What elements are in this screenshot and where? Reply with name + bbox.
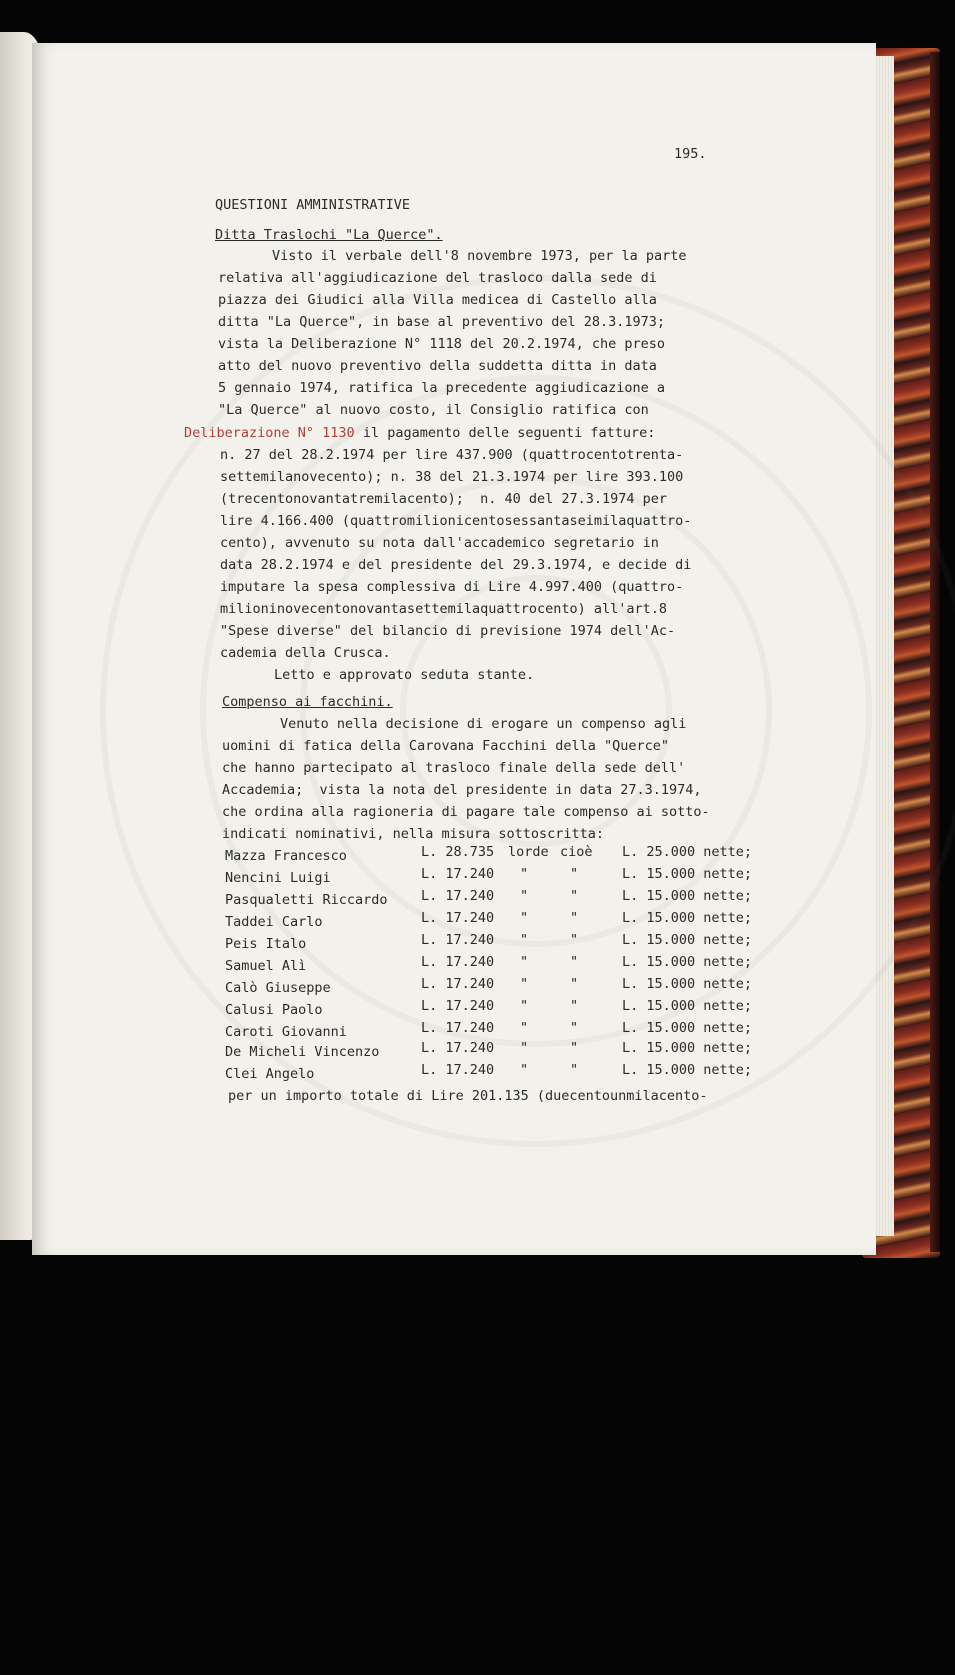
payee-name: De Micheli Vincenzo — [225, 1044, 380, 1060]
payee-ditto-1: " — [520, 888, 529, 904]
payee-net: L. 15.000 nette; — [622, 1020, 753, 1036]
payee-ditto-1: lorde — [508, 844, 549, 860]
paragraph-line: cademia della Crusca. — [220, 645, 391, 661]
paragraph-line: vista la Deliberazione N° 1118 del 20.2.1974, che preso — [218, 336, 666, 352]
payee-ditto-1: " — [520, 866, 529, 882]
paragraph-line: Venuto nella decisione di erogare un compenso agli — [280, 716, 687, 732]
payee-gross: L. 17.240 — [421, 932, 495, 948]
deliberation-rest: il pagamento delle seguenti fatture: — [354, 425, 656, 441]
payee-net: L. 15.000 nette; — [622, 954, 753, 970]
total-line: per un importo totale di Lire 201.135 (duecentounmilacento- — [228, 1088, 708, 1104]
payee-gross: L. 17.240 — [421, 1020, 495, 1036]
payee-name: Calò Giuseppe — [225, 980, 331, 996]
approval-line: Letto e approvato seduta stante. — [274, 667, 535, 683]
payee-gross: L. 17.240 — [421, 866, 495, 882]
payee-ditto-2: " — [570, 1062, 579, 1078]
paragraph-line: (trecentonovantatremilacento); n. 40 del 27.3.1974 per — [220, 491, 668, 507]
paragraph-line: Visto il verbale dell'8 novembre 1973, per la parte — [272, 248, 687, 264]
paragraph-line: atto del nuovo preventivo della suddetta ditta in data — [218, 358, 657, 374]
typed-text-block — [32, 43, 876, 1255]
paragraph-line: indicati nominativi, nella misura sottoscritta: — [222, 826, 605, 842]
paragraph-line: "La Querce" al nuovo costo, il Consiglio ratifica con — [218, 402, 649, 418]
payee-net: L. 15.000 nette; — [622, 1040, 753, 1056]
payee-net: L. 15.000 nette; — [622, 998, 753, 1014]
payee-ditto-1: " — [520, 954, 529, 970]
page-heading: QUESTIONI AMMINISTRATIVE — [215, 197, 411, 213]
payee-net: L. 25.000 nette; — [622, 844, 753, 860]
payee-name: Peis Italo — [225, 936, 307, 952]
payee-name: Mazza Francesco — [225, 848, 347, 864]
paragraph-line: settemilanovecento); n. 38 del 21.3.1974 per lire 393.100 — [220, 469, 684, 485]
deliberation-number: Deliberazione N° 1130 — [184, 425, 355, 441]
payee-ditto-2: " — [570, 932, 579, 948]
document-page — [32, 43, 876, 1255]
payee-name: Taddei Carlo — [225, 914, 323, 930]
paragraph-line: piazza dei Giudici alla Villa medicea di Castello alla — [218, 292, 657, 308]
paragraph-line: cento), avvenuto su nota dall'accademico segretario in — [220, 535, 659, 551]
paragraph-line: ditta "La Querce", in base al preventivo del 28.3.1973; — [218, 314, 666, 330]
paragraph-line: relativa all'aggiudicazione del trasloco dalla sede di — [218, 270, 657, 286]
payee-ditto-1: " — [520, 976, 529, 992]
payee-gross: L. 17.240 — [421, 954, 495, 970]
payee-ditto-2: " — [570, 1040, 579, 1056]
paragraph-line: uomini di fatica della Carovana Facchini della "Querce" — [222, 738, 670, 754]
payee-name: Pasqualetti Riccardo — [225, 892, 388, 908]
payee-ditto-2: " — [570, 888, 579, 904]
paragraph-line: data 28.2.1974 e del presidente del 29.3.1974, e decide di — [220, 557, 692, 573]
payee-gross: L. 17.240 — [421, 1062, 495, 1078]
payee-net: L. 15.000 nette; — [622, 1062, 753, 1078]
payee-ditto-2: " — [570, 866, 579, 882]
payee-gross: L. 28.735 — [421, 844, 495, 860]
paragraph-line: che hanno partecipato al trasloco finale della sede dell' — [222, 760, 686, 776]
payee-name: Nencini Luigi — [225, 870, 331, 886]
payee-ditto-1: " — [520, 1062, 529, 1078]
payee-name: Calusi Paolo — [225, 1002, 323, 1018]
paragraph-line: imputare la spesa complessiva di Lire 4.997.400 (quattro- — [220, 579, 684, 595]
paragraph-line: "Spese diverse" del bilancio di previsione 1974 dell'Ac- — [220, 623, 676, 639]
payee-ditto-2: " — [570, 976, 579, 992]
payee-name: Caroti Giovanni — [225, 1024, 347, 1040]
deliberation-line — [184, 424, 655, 442]
paragraph-line: Accademia; vista la nota del presidente in data 27.3.1974, — [222, 782, 702, 798]
payee-ditto-2: " — [570, 954, 579, 970]
payee-ditto-2: " — [570, 910, 579, 926]
payee-ditto-2: " — [570, 998, 579, 1014]
payee-name: Clei Angelo — [225, 1066, 315, 1082]
page-number: 195. — [674, 146, 707, 162]
paragraph-line: che ordina alla ragioneria di pagare tale compenso ai sotto- — [222, 804, 710, 820]
paragraph-line: milioninovecentonovantasettemilaquattrocento) all'art.8 — [220, 601, 668, 617]
paragraph-line: 5 gennaio 1974, ratifica la precedente aggiudicazione a — [218, 380, 666, 396]
payee-net: L. 15.000 nette; — [622, 910, 753, 926]
payee-ditto-2: " — [570, 1020, 579, 1036]
payee-gross: L. 17.240 — [421, 976, 495, 992]
payee-net: L. 15.000 nette; — [622, 932, 753, 948]
payee-gross: L. 17.240 — [421, 888, 495, 904]
payee-gross: L. 17.240 — [421, 1040, 495, 1056]
payee-ditto-1: " — [520, 1020, 529, 1036]
payee-gross: L. 17.240 — [421, 998, 495, 1014]
payee-ditto-1: " — [520, 932, 529, 948]
paragraph-line: lire 4.166.400 (quattromilionicentosessantaseimilaquattro- — [220, 513, 692, 529]
payee-ditto-1: " — [520, 998, 529, 1014]
payee-ditto-1: " — [520, 910, 529, 926]
section-title-facchini: Compenso ai facchini. — [222, 694, 393, 710]
payee-ditto-1: " — [520, 1040, 529, 1056]
payee-net: L. 15.000 nette; — [622, 888, 753, 904]
payee-net: L. 15.000 nette; — [622, 866, 753, 882]
section-title-traslochi: Ditta Traslochi "La Querce". — [215, 227, 443, 243]
payee-name: Samuel Alì — [225, 958, 307, 974]
payee-ditto-2: cioè — [560, 844, 593, 860]
paragraph-line: n. 27 del 28.2.1974 per lire 437.900 (quattrocentotrenta- — [220, 447, 684, 463]
payee-net: L. 15.000 nette; — [622, 976, 753, 992]
payee-gross: L. 17.240 — [421, 910, 495, 926]
